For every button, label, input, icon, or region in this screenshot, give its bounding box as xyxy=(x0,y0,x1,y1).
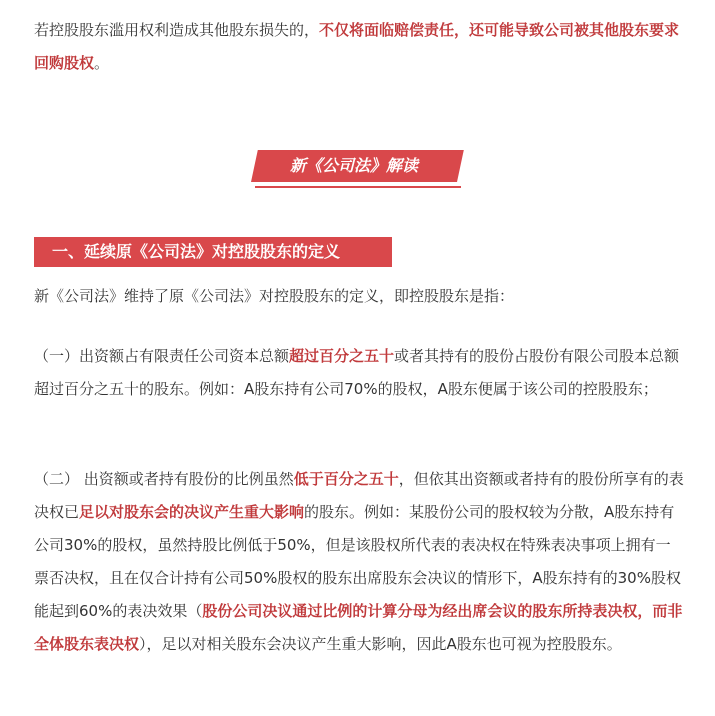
intro-paragraph xyxy=(34,14,684,80)
intro-text: 若控股股东滥用权利造成其他股东损失的， xyxy=(34,21,320,39)
banner-title: 新《公司法》解读 xyxy=(289,156,418,175)
item-two-text-c: 的股东。例如：某股份公司的股权较为分散，A股东持有公司30%的股权，虽然持股比例低于50%，但是该股权所代表的表决权在特殊表决事项上拥有一票否决权，且在仅合计持有公司50%股权的股东出席股东会决议的情形下，A股东持有的30%股权能起到60%的表决效果（ xyxy=(34,503,681,620)
item-two-emphasis-3: 股份公司决议通过比例的计算分母为经出席会议的股东所持表决权，而非全体股东表决权 xyxy=(34,602,683,653)
item-one-text-a: （一）出资额占有限责任公司资本总额 xyxy=(34,347,290,365)
definition-intro: 新《公司法》维持了原《公司法》对控股股东的定义，即控股股东是指： xyxy=(34,287,515,305)
item-two-text-a: （二） 出资额或者持有股份的比例虽然 xyxy=(34,470,294,488)
section-banner xyxy=(251,150,461,188)
item-one-emphasis: 超过百分之五十 xyxy=(289,347,395,365)
item-two-paragraph xyxy=(34,463,684,661)
item-two-emphasis-1: 低于百分之五十 xyxy=(293,470,399,488)
item-two-text-d: ），足以对相关股东会决议产生重大影响，因此A股东也可视为控股股东。 xyxy=(139,635,622,653)
banner-underline xyxy=(255,186,461,188)
item-two-text-b: ，但依其出资额或者持有的股份所享有的表决权已 xyxy=(34,470,684,521)
section-heading: 一、延续原《公司法》对控股股东的定义 xyxy=(34,237,392,267)
intro-end: 。 xyxy=(94,54,110,72)
intro-emphasis: 不仅将面临赔偿责任，还可能导致公司被其他股东要求回购股权 xyxy=(34,21,680,72)
item-one-text-b: 或者其持有的股份占股份有限公司股本总额超过百分之五十的股东。例如：A股东持有公司70%的股权，A股东便属于该公司的控股股东； xyxy=(34,347,680,398)
item-one-paragraph xyxy=(34,340,684,406)
item-two-emphasis-2: 足以对股东会的决议产生重大影响 xyxy=(79,503,305,521)
